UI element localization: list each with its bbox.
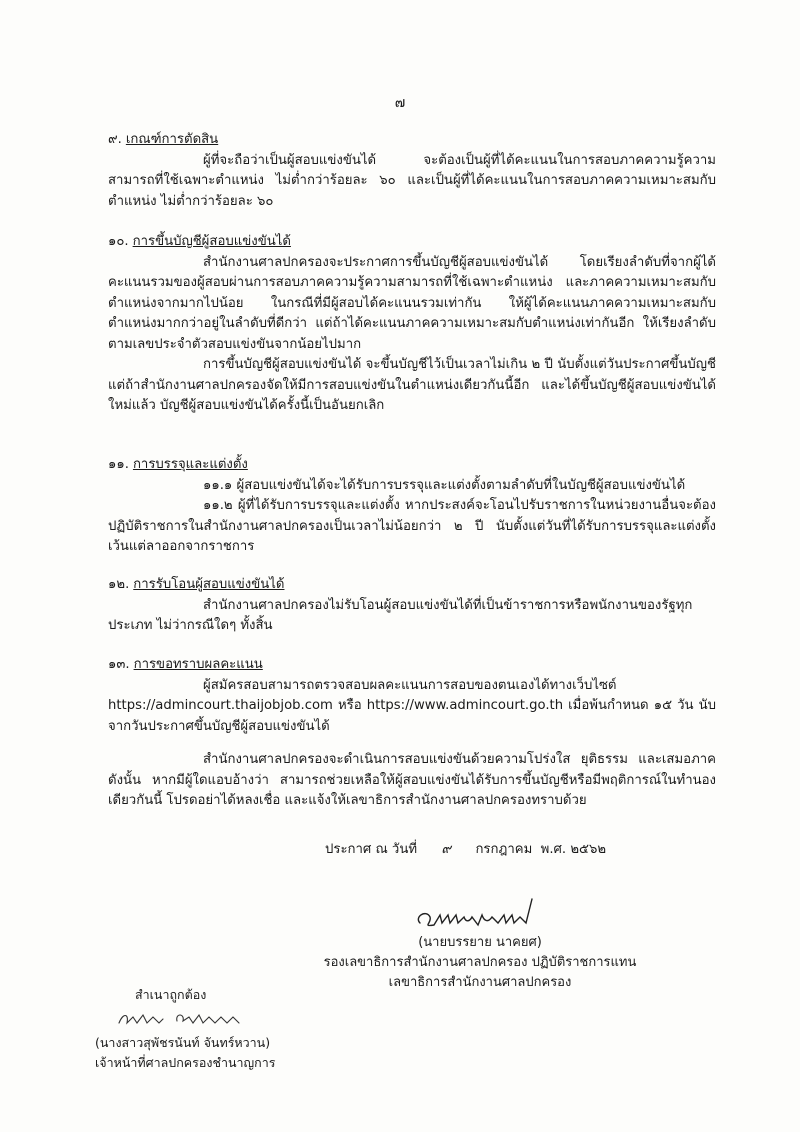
date-day: ๙ xyxy=(441,842,452,857)
section-paragraph: ผู้ที่จะถือว่าเป็นผู้สอบแข่งขันได้ จะต้องเป็นผู้ที่ได้คะแนนในการสอบภาคความรู้ความสามารถที่ใช้เฉพาะตำแหน่ง ไม่ต่ำกว่าร้อยละ ๖๐ และเป็นผู้ที่ได้คะแนนในการสอบภาคความเหมาะสมกับตำแหน่ง ไม่ต่ำกว่าร้อยละ ๖๐ xyxy=(108,152,716,209)
date-month: กรกฎาคม xyxy=(475,842,533,857)
section-9-criteria xyxy=(108,130,716,212)
section-11-appointment xyxy=(108,455,716,558)
section-number: ๑๒. xyxy=(108,577,130,592)
section-number: ๑๑. xyxy=(108,457,129,472)
section-12-transfer xyxy=(108,575,716,637)
signatory-position-line-1: รองเลขาธิการสำนักงานศาลปกครอง ปฏิบัติราชการแทน xyxy=(323,955,637,970)
signature-scribble-icon xyxy=(410,895,550,933)
section-title: การขึ้นบัญชีผู้สอบแข่งขันได้ xyxy=(132,234,291,249)
signatory-block xyxy=(300,895,660,993)
page-number: ๗ xyxy=(394,95,406,111)
section-number: ๙. xyxy=(108,132,122,147)
section-13-score-inquiry xyxy=(108,655,716,737)
section-title: เกณฑ์การตัดสิน xyxy=(125,132,219,147)
signature-image xyxy=(300,895,660,933)
section-paragraph: สำนักงานศาลปกครองจะประกาศการขึ้นบัญชีผู้สอบแข่งขันได้ โดยเรียงลำดับที่จากผู้ได้คะแนนรวมของผู้สอบผ่านการสอบภาคความรู้ความสามารถที่ใช้เฉพาะตำแหน่ง และภาคความเหมาะสมกับตำแหน่งจากมากไปน้อย ในกรณีที่มีผู้สอบได้คะแนนรวมเท่ากัน ให้ผู้ได้คะแนนภาคความเหมาะสมกับตำแหน่งมากกว่าอยู่ในลำดับที่ดีกว่า แต่ถ้าได้คะแนนภาคความเหมาะสมกับตำแหน่งเท่ากันอีก ให้เรียงลำดับตามเลขประจำตัวสอบแข่งขันจากน้อยไปมาก xyxy=(108,254,716,352)
section-number: ๑๓. xyxy=(108,657,130,672)
certifier-name: (นางสาวสุพัชรนันท์ จันทร์หวาน) xyxy=(95,1035,271,1050)
certified-copy-label: สำเนาถูกต้อง xyxy=(135,987,207,1002)
certifier-position: เจ้าหน้าที่ศาลปกครองชำนาญการ xyxy=(95,1055,276,1070)
closing-paragraph: สำนักงานศาลปกครองจะดำเนินการสอบแข่งขันด้วยความโปร่งใส ยุติธรรม และเสมอภาค ดังนั้น หากมีผู้ใดแอบอ้างว่า สามารถช่วยเหลือให้ผู้สอบแข่งขันได้รับการขึ้นบัญชีหรือมีพฤติการณ์ในทำนองเดียวกันนี้ โปรดอย่าได้หลงเชื่อ และแจ้งให้เลขาธิการสำนักงานศาลปกครองทราบด้วย xyxy=(108,752,716,808)
date-year: ๒๕๖๒ xyxy=(570,842,607,857)
date-year-label: พ.ศ. xyxy=(540,842,567,857)
signature-scribble-icon xyxy=(115,1005,265,1031)
section-title: การบรรจุและแต่งตั้ง xyxy=(132,457,248,472)
section-paragraph: ผู้สมัครสอบสามารถตรวจสอบผลคะแนนการสอบของตนเองได้ทางเว็บไซต์ https://admincourt.thaijobjob.com หรือ https://www.admincourt.go.th เมื่อพ้นกำหนด ๑๕ วัน นับจากวันประกาศขึ้นบัญชีผู้สอบแข่งขันได้ xyxy=(108,677,716,734)
section-heading xyxy=(108,130,716,151)
subsection-11-1: ๑๑.๑ ผู้สอบแข่งขันได้จะได้รับการบรรจุและแต่งตั้งตามลำดับที่ในบัญชีผู้สอบแข่งขันได้ xyxy=(203,477,686,493)
section-10-eligible-list xyxy=(108,232,716,417)
section-heading xyxy=(108,232,716,253)
signatory-name: (นายบรรยาย นาคยศ) xyxy=(418,935,542,950)
section-heading xyxy=(108,575,716,596)
section-number: ๑๐. xyxy=(108,234,129,249)
announcement-date xyxy=(325,838,606,859)
section-paragraph: สำนักงานศาลปกครองไม่รับโอนผู้สอบแข่งขันได้ที่เป็นข้าราชการหรือพนักงานของรัฐทุกประเภท ไม่ว่ากรณีใดๆ ทั้งสิ้น xyxy=(108,597,693,633)
subsection-11-2: ๑๑.๒ ผู้ที่ได้รับการบรรจุและแต่งตั้ง หากประสงค์จะโอนไปรับราชการในหน่วยงานอื่นจะต้องปฏิบัติราชการในสำนักงานศาลปกครองเป็นเวลาไม่น้อยกว่า ๒ ปี นับตั้งแต่วันที่ได้รับการบรรจุและแต่งตั้ง เว้นแต่ลาออกจากราชการ xyxy=(108,498,716,554)
section-paragraph: การขึ้นบัญชีผู้สอบแข่งขันได้ จะขึ้นบัญชีไว้เป็นเวลาไม่เกิน ๒ ปี นับตั้งแต่วันประกาศขึ้นบัญชี แต่ถ้าสำนักงานศาลปกครองจัดให้มีการสอบแข่งขันในตำแหน่งเดียวกันนี้อีก และได้ขึ้นบัญชีผู้สอบแข่งขันได้ใหม่แล้ว บัญชีผู้สอบแข่งขันได้ครั้งนี้เป็นอันยกเลิก xyxy=(108,357,716,413)
closing-statement xyxy=(108,750,716,812)
certified-copy-block xyxy=(95,985,295,1073)
section-heading xyxy=(108,655,716,676)
signatory-position-line-2: เลขาธิการสำนักงานศาลปกครอง xyxy=(388,975,572,990)
section-title: การรับโอนผู้สอบแข่งขันได้ xyxy=(133,577,285,592)
certifier-signature xyxy=(95,1005,295,1033)
date-prefix: ประกาศ ณ วันที่ xyxy=(325,842,418,857)
section-heading xyxy=(108,455,716,476)
section-title: การขอทราบผลคะแนน xyxy=(133,657,263,672)
